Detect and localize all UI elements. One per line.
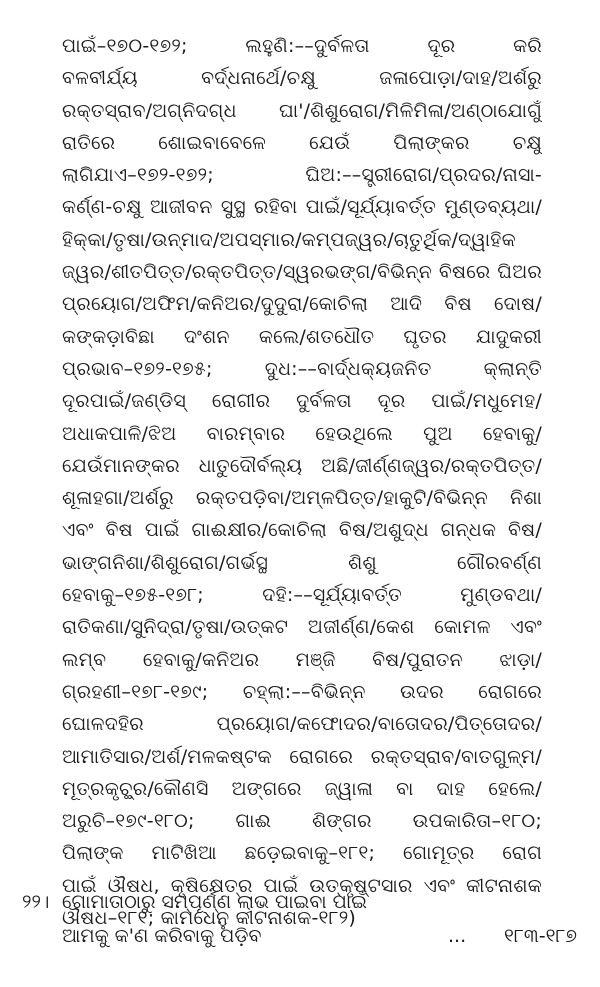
paragraph-line: ଅରୁଚି–୧୭୯-୧୮୦; ଗାଈ ଶିଙ୍ଗର ଉପକାରିତା–୧୮୦;	[62, 810, 542, 833]
paragraph-line: ପିଲାଙ୍କ ମାଟିଖିଆ ଛଡ଼େଇବାକୁ–୧୮୧; ଗୋମୂତ୍ର ରୋଗ	[62, 842, 542, 865]
paragraph-line: ଲାଗିଯାଏ–୧୭୨-୧୭୨; ଘିଅ:––ସ୍ତ୍ରୀରୋଗ/ପ୍ରଦର/ନାସା-	[62, 164, 542, 187]
paragraph-line: ପ୍ରଭାବ–୧୭୨-୧୭୫; ଦୁଧ:––ବାର୍ଦ୍ଧକ୍ୟଜନିତ କ୍ଲାନ୍ତି	[62, 357, 542, 380]
paragraph-line: ପାଇଁ ଔଷଧ, କୃଷିକ୍ଷେତ୍ର ପାଇଁ ଉତ୍କୃଷ୍ଟସାର ଏବଂ କୀଟନାଶକ	[62, 874, 542, 897]
paragraph-line: ଶୂଳାହଗା/ଅର୍ଶରୁ ରକ୍ତପଡ଼ିବା/ଅମ୍ଳପିତ୍ତ/ହାକୁଟି/ବିଭିନ୍ନ ନିଶା	[62, 487, 542, 510]
paragraph-line: ଆମାତିସାର/ଅର୍ଶ/ମଳକଷ୍ଟକ ରୋଗରେ ରକ୍ତସ୍ରାବ/ବାତଗୁଳ୍ମ/	[62, 745, 542, 768]
paragraph-line: ମୂତ୍ରକୃଚ୍ଛ୍ର/କୌଣସି ଅଙ୍ଗରେ ଜ୍ୱାଳା ବା ଦାହ ହେଲେ/	[62, 777, 542, 800]
paragraph-line: ଅଧାକପାଳି/ଝିଅ ବାରମ୍ବାର ହେଉଥିଲେ ପୁଅ ହେବାକୁ/	[62, 422, 542, 445]
paragraph-line: ହିକ୍କା/ତୃଷା/ଉନ୍ମାଦ/ଅପସ୍ମାର/କମ୍ପଜ୍ୱର/ଚାତୁର୍ଥିକ/ଦ୍ୱାହିକ	[62, 228, 516, 251]
paragraph-line: ଭାଙ୍ଗନିଶା/ଶିଶୁରୋଗ/ଗର୍ଭସ୍ଥ ଶିଶୁ ଗୌରବର୍ଣ୍ଣ	[62, 551, 542, 574]
paragraph-line: ଗ୍ରହଣୀ–୧୭୮-୧୭୯; ଚହ୍ଲା:––ବିଭିନ୍ନ ଉଦର ରୋଗରେ	[62, 680, 542, 703]
paragraph-line: ଲମ୍ବ ହେବାକୁ/କନିଅର ମଞ୍ଜି ବିଷ/ପୁରାତନ ଝାଡ଼ା/	[62, 648, 542, 671]
paragraph-line: ରାତିକଣା/ସୁନିଦ୍ରା/ତୃଷା/ଉତ୍କଟ ଅଜୀର୍ଣ୍ଣ/କେଶ କୋମଳ ଏବଂ	[62, 616, 542, 639]
toc-entry	[22, 885, 582, 953]
paragraph-line: ବଳବୀର୍ଯ୍ୟ ବର୍ଦ୍ଧନାର୍ଥେ/ଚକ୍ଷୁ ଜଳାପୋଡ଼ା/ଦାହ/ଅର୍ଶରୁ	[62, 67, 542, 90]
paragraph-line: କର୍ଣ୍ଣ-ଚକ୍ଷୁ ଆଜୀବନ ସୁସ୍ଥ ରହିବା ପାଇଁ/ସୂର୍ଯ୍ୟାବର୍ତ୍ତ ମୁଣ୍ଡବ୍ୟଥା/	[62, 196, 542, 219]
paragraph-line: ରାତିରେ ଶୋଇବାବେଳେ ଯେଉଁ ପିଲାଙ୍କର ଚକ୍ଷୁ	[62, 131, 542, 154]
toc-entry-title: ଗୋମାତାଠାରୁ ସମ୍ପୂର୍ଣ୍ଣ ଲାଭ ପାଇବା ପାଇଁ	[62, 891, 368, 913]
paragraph-line: ଯେଉଁମାନଙ୍କର ଧାତୁଦୌର୍ବଲ୍ୟ ଅଛି/ଜୀର୍ଣ୍ଣଜ୍ୱର/ରକ୍ତପିତ୍ତ/	[62, 454, 542, 477]
toc-entry-title-continued: ଆମକୁ କ'ଣ କରିବାକୁ ପଡ଼ିବ	[62, 925, 262, 947]
paragraph-line: ଦୂରପାଇଁ/ଜଣ୍ଡିସ୍ ରୋଗୀର ଦୁର୍ବଳତା ଦୂର ପାଇଁ/ମଧୁମେହ/	[62, 390, 542, 413]
paragraph-line: ଜ୍ୱର/ଶୀତପିତ୍ତ/ରକ୍ତପିତ୍ତ/ସ୍ୱରଭଙ୍ଗ/ବିଭିନ୍ନ ବିଷରେ ଘିଅର	[62, 261, 542, 284]
toc-row	[22, 919, 582, 953]
paragraph-line: ପ୍ରୟୋଗ/ଅଫିମ/କନିଅର/ଦୁଦୁରା/କୋଚିଲା ଆଦି ବିଷ ଦୋଷ/	[62, 293, 542, 316]
paragraph-line: ଏବଂ ବିଷ ପାଇଁ ଗାଈକ୍ଷୀର/କୋଚିଲା ବିଷ/ଅଶୁଦ୍ଧ ଗନ୍ଧକ ବିଷ/	[62, 519, 542, 542]
toc-leader-dots: ...	[448, 925, 467, 947]
paragraph-line: କଙ୍କଡ଼ାବିଛା ଦଂଶନ କଲେ/ଶତଧୌତ ଘୃତର ଯାଦୁକରୀ	[62, 325, 542, 348]
paragraph-line: ଘୋଳଦହିର ପ୍ରୟୋଗ/କଫୋଦର/ବାତୋଦର/ପିତ୍ତୋଦର/	[62, 713, 542, 736]
content-paragraph	[62, 30, 542, 934]
paragraph-line: ପାଇଁ–୧୭୦-୧୭୨; ଲହୁଣି:––ଦୁର୍ବଳତା ଦୂର କରି	[62, 35, 542, 57]
paragraph-line: ରକ୍ତସ୍ରାବ/ଅଗ୍ନିଦଗ୍ଧ ଘା'/ଶିଶୁରୋଗ/ମିଳିମିଳା/ଅଣ୍ଠାଯୋଗୁଁ	[62, 99, 542, 122]
toc-entry-number: ୨୨।	[22, 891, 50, 913]
paragraph-line: ଔଷଧ–୧୮୧; କାମଧେନୁ କୀଟନାଶକ-୧୮୨)	[62, 907, 357, 930]
toc-page-range: ୧୮୩-୧୮୭	[504, 925, 578, 947]
toc-row	[22, 885, 582, 919]
paragraph-line: ହେବାକୁ–୧୭୫-୧୭୮; ଦହି:––ସୂର୍ଯ୍ୟାବର୍ତ୍ତ ମୁଣ୍ଡବଥା/	[62, 584, 542, 607]
